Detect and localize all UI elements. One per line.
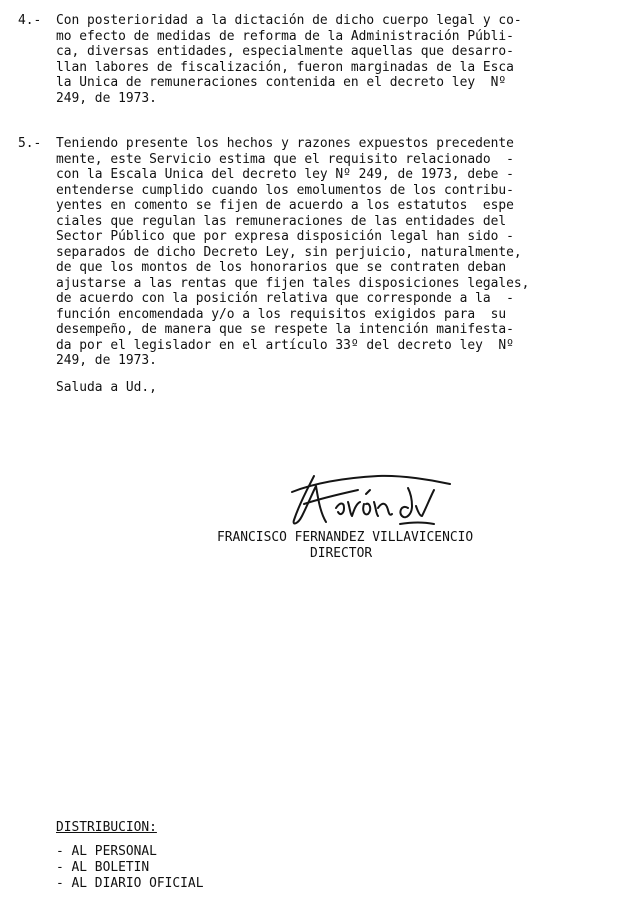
paragraph-number: 5.-: [18, 136, 42, 151]
text-line: mo efecto de medidas de reforma de la Administración Públi-: [56, 28, 514, 44]
text-line: yentes en comento se fijen de acuerdo a los estatutos espe: [56, 198, 514, 213]
text-line: ciales que regulan las remuneraciones de las entidades del: [56, 213, 507, 229]
text-line: ca, diversas entidades, especialmente aquellas que desarro-: [56, 44, 514, 59]
text-line: Sector Público que por expresa disposición legal han sido -: [56, 229, 514, 244]
text-line: de acuerdo con la posición relativa que corresponde a la -: [56, 291, 514, 306]
paragraph-text: [56, 13, 522, 106]
text-line: la Unica de remuneraciones contenida en el decreto ley Nº: [56, 75, 507, 90]
handwritten-signature: [282, 468, 472, 532]
text-line: desempeño, de manera que se respete la intención manifesta-: [56, 322, 514, 337]
paragraph-number: 4.-: [18, 13, 42, 28]
text-line: entenderse cumplido cuando los emolumentos de los contribu-: [56, 182, 514, 198]
signatory-name: FRANCISCO FERNANDEZ VILLAVICENCIO: [217, 530, 474, 545]
distribution-heading: DISTRIBUCION:: [56, 820, 157, 835]
distribution-item: - AL BOLETIN: [56, 860, 150, 875]
text-line: con la Escala Unica del decreto ley Nº 249, de 1973, debe -: [56, 167, 514, 182]
text-line: separados de dicho Decreto Ley, sin perjuicio, naturalmente,: [56, 244, 522, 260]
text-line: ajustarse a las rentas que fijen tales disposiciones legales,: [56, 275, 530, 291]
text-line: da por el legislador en el artículo 33º del decreto ley Nº: [56, 337, 514, 353]
distribution-item: - AL PERSONAL: [56, 844, 157, 859]
text-line: función encomendada y/o a los requisitos exigidos para su: [56, 306, 507, 322]
text-line: 249, de 1973.: [56, 90, 157, 106]
closing-salutation: Saluda a Ud.,: [56, 380, 157, 395]
text-line: llan labores de fiscalización, fueron marginadas de la Esca: [56, 59, 514, 75]
text-line: de que los montos de los honorarios que se contraten deban: [56, 260, 507, 275]
signatory-title: DIRECTOR: [310, 546, 373, 561]
distribution-section: [56, 820, 203, 892]
text-line: 249, de 1973.: [56, 353, 157, 368]
text-line: Teniendo presente los hechos y razones expuestos precedente: [56, 136, 514, 151]
text-line: Con posterioridad a la dictación de dicho cuerpo legal y co-: [56, 13, 522, 28]
distribution-item: - AL DIARIO OFICIAL: [56, 876, 204, 891]
text-line: mente, este Servicio estima que el requisito relacionado -: [56, 151, 514, 167]
paragraph-text: [56, 136, 529, 369]
